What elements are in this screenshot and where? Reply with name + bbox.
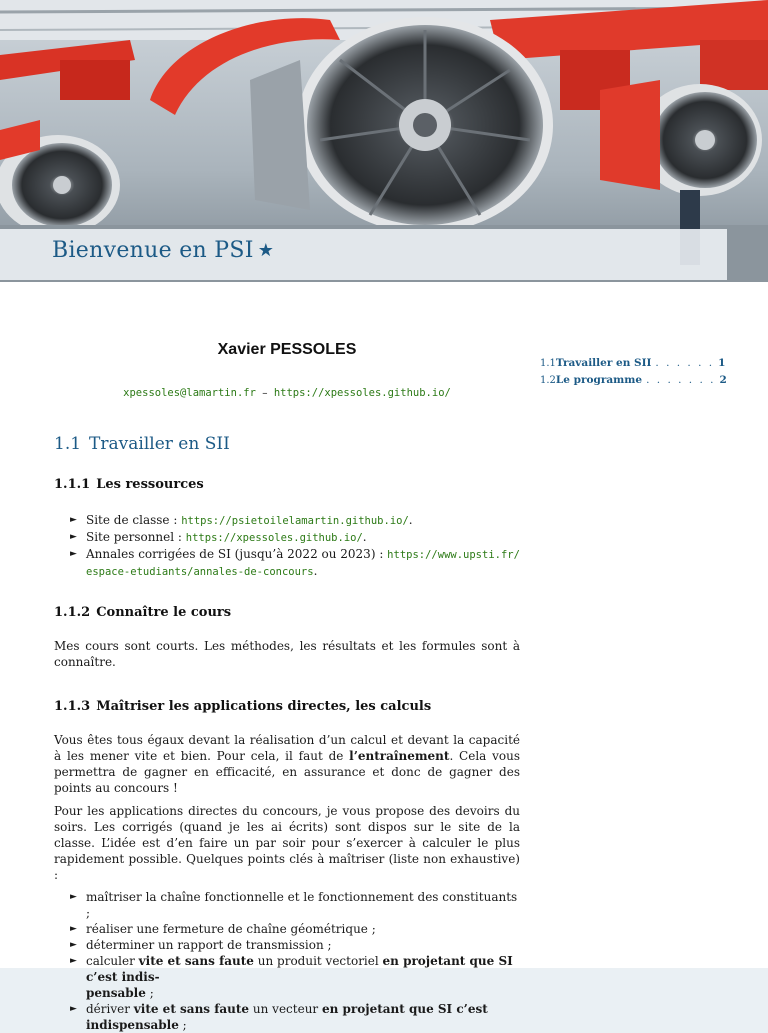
text-run: un produit vectoriel [253,954,383,968]
toc-number: 1.1 [540,358,556,369]
item-text: Site personnel : [86,530,186,544]
text-run: ; [145,986,154,1000]
toc-label: Le programme [555,374,643,386]
personal-site-link[interactable]: https://xpessoles.github.io/ [185,532,363,544]
subsection-number: 1.1.2 [54,605,91,620]
bullet-icon: ► [70,940,77,950]
section-heading [54,432,520,456]
annales-link[interactable]: https://www.upsti.fr/ [387,549,520,561]
subsection-heading-cours [54,604,520,622]
table-of-contents [540,357,727,391]
text-run: un vecteur [249,1002,322,1016]
list-item [54,529,520,546]
item-text: Site de classe : [86,513,182,527]
star-icon: ★ [257,240,275,261]
subsection-number: 1.1.1 [54,477,91,492]
section-title: Travailler en SII [89,434,230,454]
bullet-icon: ► [70,532,77,542]
text-run: . Cela vous permettra de gagner en efficacité, en assurance et donc de gagner des points au concours ! [54,749,521,795]
subsection-heading-applications [54,698,520,716]
page-title [52,238,274,263]
author-name: Xavier PESSOLES [217,341,357,358]
emphasis-text: en projetant que SI c’est indispensable [86,1002,488,1032]
bullet-icon: ► [70,924,77,934]
subsection-title: Maîtriser les applications directes, les calculs [96,699,432,714]
list-item [54,921,520,937]
subsection-title: Les ressources [96,477,204,492]
contact-separator: – [262,387,268,399]
cours-paragraph: Mes cours sont courts. Les méthodes, les résultats et les formules sont à connaître. [54,639,520,669]
item-end: . [408,513,413,527]
list-item [54,512,520,529]
list-item [54,937,520,953]
resources-list [54,512,520,580]
applications-paragraph-1 [54,732,520,796]
list-item [54,889,520,921]
text-run: dériver [86,1002,134,1016]
list-item [54,546,520,580]
item-end: . [313,564,318,578]
list-item [54,953,520,1001]
subsection-heading-ressources [54,476,520,494]
toc-label: Travailler en SII [555,357,652,369]
text-run: Vous êtes tous égaux devant la réalisation d’un calcul et devant la capacité à les mener vite et bien. Pour cela, il faut de [54,733,520,763]
bullet-icon: ► [70,549,77,559]
page-title-text: Bienvenue en PSI [52,238,254,263]
subsection-number: 1.1.3 [54,699,91,714]
toc-entry-travailler[interactable] [540,357,726,374]
emphasis-text: vite et sans faute [138,954,254,968]
email-link[interactable]: xpessoles@lamartin.fr [123,387,256,399]
annales-link-continued[interactable]: espace-etudiants/annales-de-concours [86,566,314,578]
subsection-title: Connaître le cours [96,605,232,620]
toc-leader: . . . . . . [655,357,715,369]
class-site-link[interactable]: https://psietoilelamartin.github.io/ [181,515,409,527]
key-points-list [54,889,520,1033]
item-text: réaliser une fermeture de chaîne géométrique ; [86,922,376,936]
list-item [54,1001,520,1033]
website-link[interactable]: https://xpessoles.github.io/ [273,387,451,399]
bullet-icon: ► [70,892,77,902]
bullet-icon: ► [70,515,77,525]
text-run: ; [178,1018,187,1032]
emphasis-text: pensable [86,986,146,1000]
bullet-icon: ► [70,956,77,966]
toc-leader: . . . . . . . [646,374,716,386]
toc-number: 1.2 [540,375,556,386]
item-text: déterminer un rapport de transmission ; [86,938,332,952]
bullet-icon: ► [70,1004,77,1014]
item-text: maîtriser la chaîne fonctionnelle et le fonctionnement des constituants ; [86,890,518,920]
emphasis-text: en projetant que SI c’est indis- [86,954,513,984]
main-content [54,432,520,1033]
emphasis-text: l’entraînement [349,749,450,763]
toc-entry-programme[interactable] [540,374,727,391]
applications-paragraph-2: Pour les applications directes du concours, je vous propose des devoirs du soirs. Les corrigés (quand je les ai écrits) sont dispos sur le site de la classe. L’idée est d’en faire un par soir pour s’exercer à calculer le plus rapidement possible. Quelques points clés à maîtriser (liste non exhaustive) : [54,804,520,882]
contact-line [54,387,520,399]
section-number: 1.1 [54,434,82,454]
item-end: . [362,530,367,544]
toc-page: 2 [719,374,727,386]
item-text: Annales corrigées de SI (jusqu’à 2022 ou 2023) : [86,547,388,561]
toc-page: 1 [718,357,726,369]
text-run: calculer [86,954,139,968]
emphasis-text: vite et sans faute [133,1002,250,1016]
